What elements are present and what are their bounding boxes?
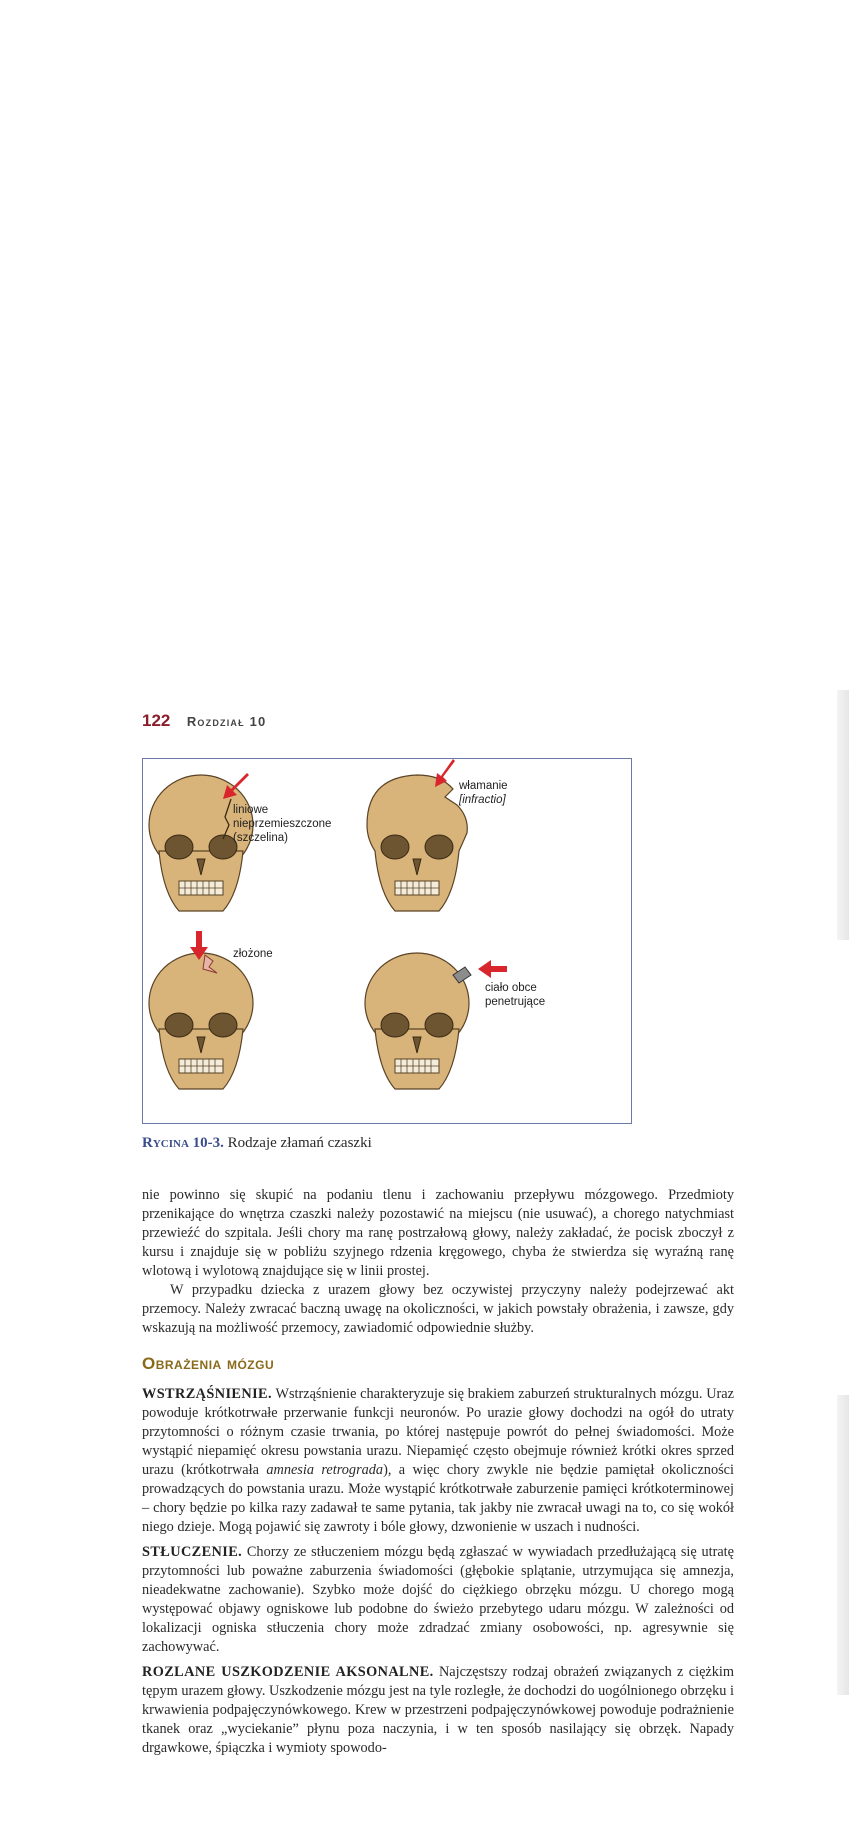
chapter-title: Rozdział 10 <box>186 714 267 729</box>
page-edge <box>837 1395 849 1695</box>
skull-illustration-comminuted <box>145 951 257 1111</box>
skull-illustration-depressed <box>361 773 473 933</box>
text: Chorzy ze stłuczeniem mózgu będą zgłaszać w wywiadach przedłużającą się utratę przytomności lub poważne zaburzenia świadomości (głębokie splątanie, utrzymująca się amnezja, nieadekwatne zachowanie). Szybko może dojść do ciężkiego obrzęku mózgu. U chorego mogą występować objawy ogniskowe lub podobne do świeżo przebytego udaru mózgu. W zależności od lokalizacji ogniska stłuczenia chory może zdradzać zmiany osobowości, np. agresywnie się zachowywać. <box>142 1544 734 1655</box>
arrow-icon <box>433 759 459 789</box>
skull-fracture-figure <box>142 758 632 1124</box>
skull-illustration-foreign-body <box>361 951 473 1111</box>
label-linear-fracture: liniowe nieprzemieszczone (szczelina) <box>233 804 332 844</box>
paragraph-dai <box>142 1663 734 1758</box>
section-heading: Obrażenia mózgu <box>142 1354 275 1373</box>
text: Wstrząśnienie charakteryzuje się brakiem zaburzeń strukturalnych mózgu. Uraz powoduje krótkotrwałe przerwanie funkcji neuronów. Po urazie głowy dochodzi na ogół do utraty przytomności o różnym czasie trwania, po której następuje powrót do pełnej świadomości. Może wystąpić niepamięć okresu powstania urazu. Niepamięć często obejmuje również krótki okres sprzed urazu (krótkotrwała <box>142 1386 734 1478</box>
caption-text: Rodzaje złamań czaszki <box>227 1135 372 1151</box>
term-concussion: WSTRZĄŚNIENIE. <box>142 1386 272 1402</box>
paragraph: W przypadku dziecka z urazem głowy bez oczywistej przyczyny należy podejrzewać akt przemocy. Należy zwracać baczną uwagę na okoliczności, w jakich powstały obrażenia, i zawsze, gdy wskazują na możliwość przemocy, zawiadomić odpowiednie służby. <box>142 1282 734 1336</box>
arrow-icon <box>477 959 507 979</box>
arrow-icon <box>189 931 209 961</box>
text: Najczęstszy rodzaj obrażeń związanych z ciężkim tępym urazem głowy. Uszkodzenie mózgu jest na tyle rozległe, że dochodzi do uogólnionego obrzęku i krwawienia podpajęczynówkowego. Krew w przestrzeni podpajęczynówkowej powoduje podrażnienie tkanek oraz „wyciekanie” płynu poza naczynia, i w ten sposób nasilający się obrzęk. Napady drgawkowe, śpiączka i wymioty spowodo- <box>142 1664 735 1756</box>
paragraph-concussion <box>142 1385 734 1537</box>
paragraph-contusion <box>142 1543 734 1657</box>
label-comminuted-fracture: złożone <box>233 948 273 960</box>
caption-label: Rycina 10-3. <box>142 1135 224 1151</box>
italic-term: amnesia retrograda <box>266 1462 384 1478</box>
label-foreign-body: ciało obce penetrujące <box>485 982 546 1008</box>
page-edge <box>837 690 849 940</box>
text: ), a więc chory zwykle nie będzie pamiętał okoliczności prowadzących do powstania urazu. Może wystąpić krótkotrwałe zaburzenie pamięci krótkoterminowej – chory będzie po kilka razy zadawał te same pytania, tak jakby nie zwracał uwagi na to, co się wokół niego dzieje. Mogą pojawić się zawroty i bóle głowy, dzwonienie w uszach i nudności. <box>142 1462 734 1535</box>
figure-caption <box>142 1135 372 1152</box>
body-text-sections <box>142 1385 734 1758</box>
paragraph: nie powinno się skupić na podaniu tlenu i zachowaniu przepływu mózgowego. Przedmioty przenikające do wnętrza czaszki należy pozostawić na miejscu (nie usuwać), a chorego natychmiast przewieźć do szpitala. Jeśli chory ma ranę postrzałową głowy, należy zakładać, że pocisk zboczył z kursu i znajduje się w pobliżu szyjnego rdzenia kręgowego, chyba że stwierdza się wyraźną ranę wlotową i wylotową znajdujące się w linii prostej. <box>142 1187 734 1279</box>
term-contusion: STŁUCZENIE. <box>142 1544 243 1560</box>
page-header <box>142 711 266 731</box>
arrow-icon <box>221 771 251 801</box>
term-dai: ROZLANE USZKODZENIE AKSONALNE. <box>142 1664 434 1680</box>
label-depressed-latin: [infractio] <box>459 794 506 806</box>
page-number: 122 <box>142 711 171 730</box>
label-depressed-fracture: włamanie <box>459 780 508 792</box>
body-text-intro <box>142 1186 734 1338</box>
